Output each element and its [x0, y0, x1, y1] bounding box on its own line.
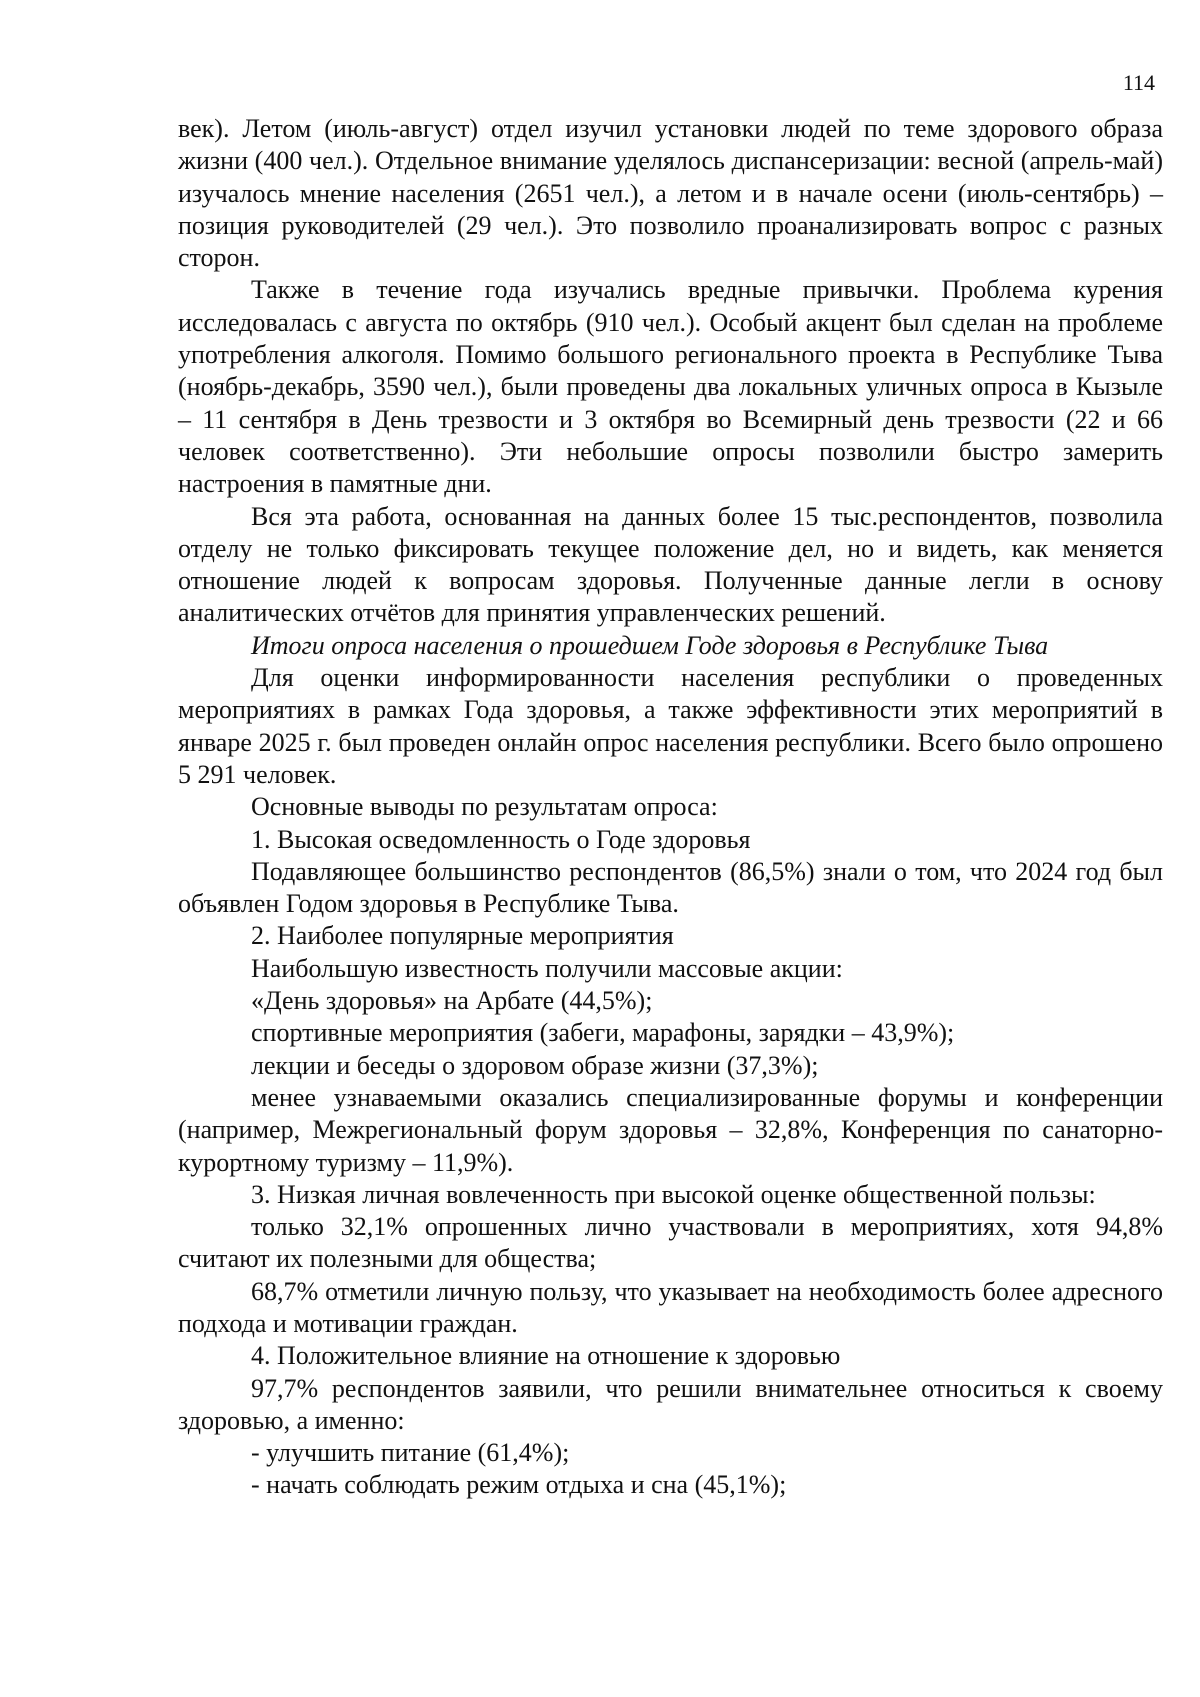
- list-heading: 4. Положительное влияние на отношение к здоровью: [251, 1341, 841, 1371]
- page-number: 114: [1122, 70, 1155, 95]
- list-heading: 3. Низкая личная вовлеченность при высокой оценке общественной пользы:: [251, 1179, 1096, 1209]
- paragraph: только 32,1% опрошенных лично участвовали в мероприятиях, хотя 94,8% считают их полезными для общества;: [178, 1212, 1163, 1274]
- paragraph: 97,7% респондентов заявили, что решили внимательнее относиться к своему здоровью, а именно:: [178, 1373, 1163, 1435]
- paragraph: Для оценки информированности населения республики о проведенных мероприятиях в рамках Года здоровья, а также эффективности этих мероприятий в январе 2025 г. был проведен онлайн опрос населения республики. Всего было опрошено 5 291 человек.: [178, 663, 1163, 789]
- paragraph: Подавляющее большинство респондентов (86,5%) знали о том, что 2024 год был объявлен Годом здоровья в Республике Тыва.: [178, 856, 1163, 919]
- paragraph: Наибольшую известность получили массовые акции:: [251, 953, 843, 983]
- list-item: менее узнаваемыми оказались специализированные форумы и конференции (например, Межрегиональный форум здоровья – 32,8%, Конференция по санаторно-курортному туризму – 11,9%).: [178, 1082, 1163, 1177]
- list-heading: 1. Высокая осведомленность о Годе здоровья: [251, 824, 751, 854]
- list-item: спортивные мероприятия (забеги, марафоны, зарядки – 43,9%);: [251, 1018, 955, 1048]
- paragraph: Основные выводы по результатам опроса:: [251, 792, 718, 822]
- paragraph: Также в течение года изучались вредные привычки. Проблема курения исследовалась с августа по октябрь (910 чел.). Особый акцент был сделан на проблеме употребления алкоголя. Помимо большого регионального проекта в Республике Тыва (ноябрь-декабрь, 3590 чел.), были проведены два локальных уличных опроса в Кызыле – 11 сентября в День трезвости и 3 октября во Всемирный день трезвости (22 и 66 человек соответственно). Эти небольшие опросы позволили быстро замерить настроения в памятные дни.: [178, 275, 1163, 499]
- list-item: - начать соблюдать режим отдыха и сна (45,1%);: [251, 1470, 787, 1500]
- list-heading: 2. Наиболее популярные мероприятия: [251, 921, 674, 951]
- paragraph: 68,7% отметили личную пользу, что указывает на необходимость более адресного подхода и мотивации граждан.: [178, 1276, 1163, 1338]
- paragraph: Вся эта работа, основанная на данных более 15 тыс.респондентов, позволила отделу не только фиксировать текущее положение дел, но и видеть, как меняется отношение людей к вопросам здоровья. Полученные данные легли в основу аналитических отчётов для принятия управленческих решений.: [178, 501, 1163, 628]
- body-text: [178, 113, 1163, 1502]
- list-item: - улучшить питание (61,4%);: [251, 1438, 570, 1468]
- list-item: лекции и беседы о здоровом образе жизни (37,3%);: [251, 1050, 819, 1080]
- section-heading: Итоги опроса населения о прошедшем Годе здоровья в Республике Тыва: [251, 630, 1049, 660]
- list-item: «День здоровья» на Арбате (44,5%);: [251, 986, 653, 1016]
- paragraph: век). Летом (июль-август) отдел изучил установки людей по теме здорового образа жизни (400 чел.). Отдельное внимание уделялось диспансеризации: весной (апрель-май) изучалось мнение населения (2651 чел.), а летом и в начале осени (июль-сентябрь) – позиция руководителей (29 чел.). Это позволило проанализировать вопрос с разных сторон.: [178, 114, 1163, 273]
